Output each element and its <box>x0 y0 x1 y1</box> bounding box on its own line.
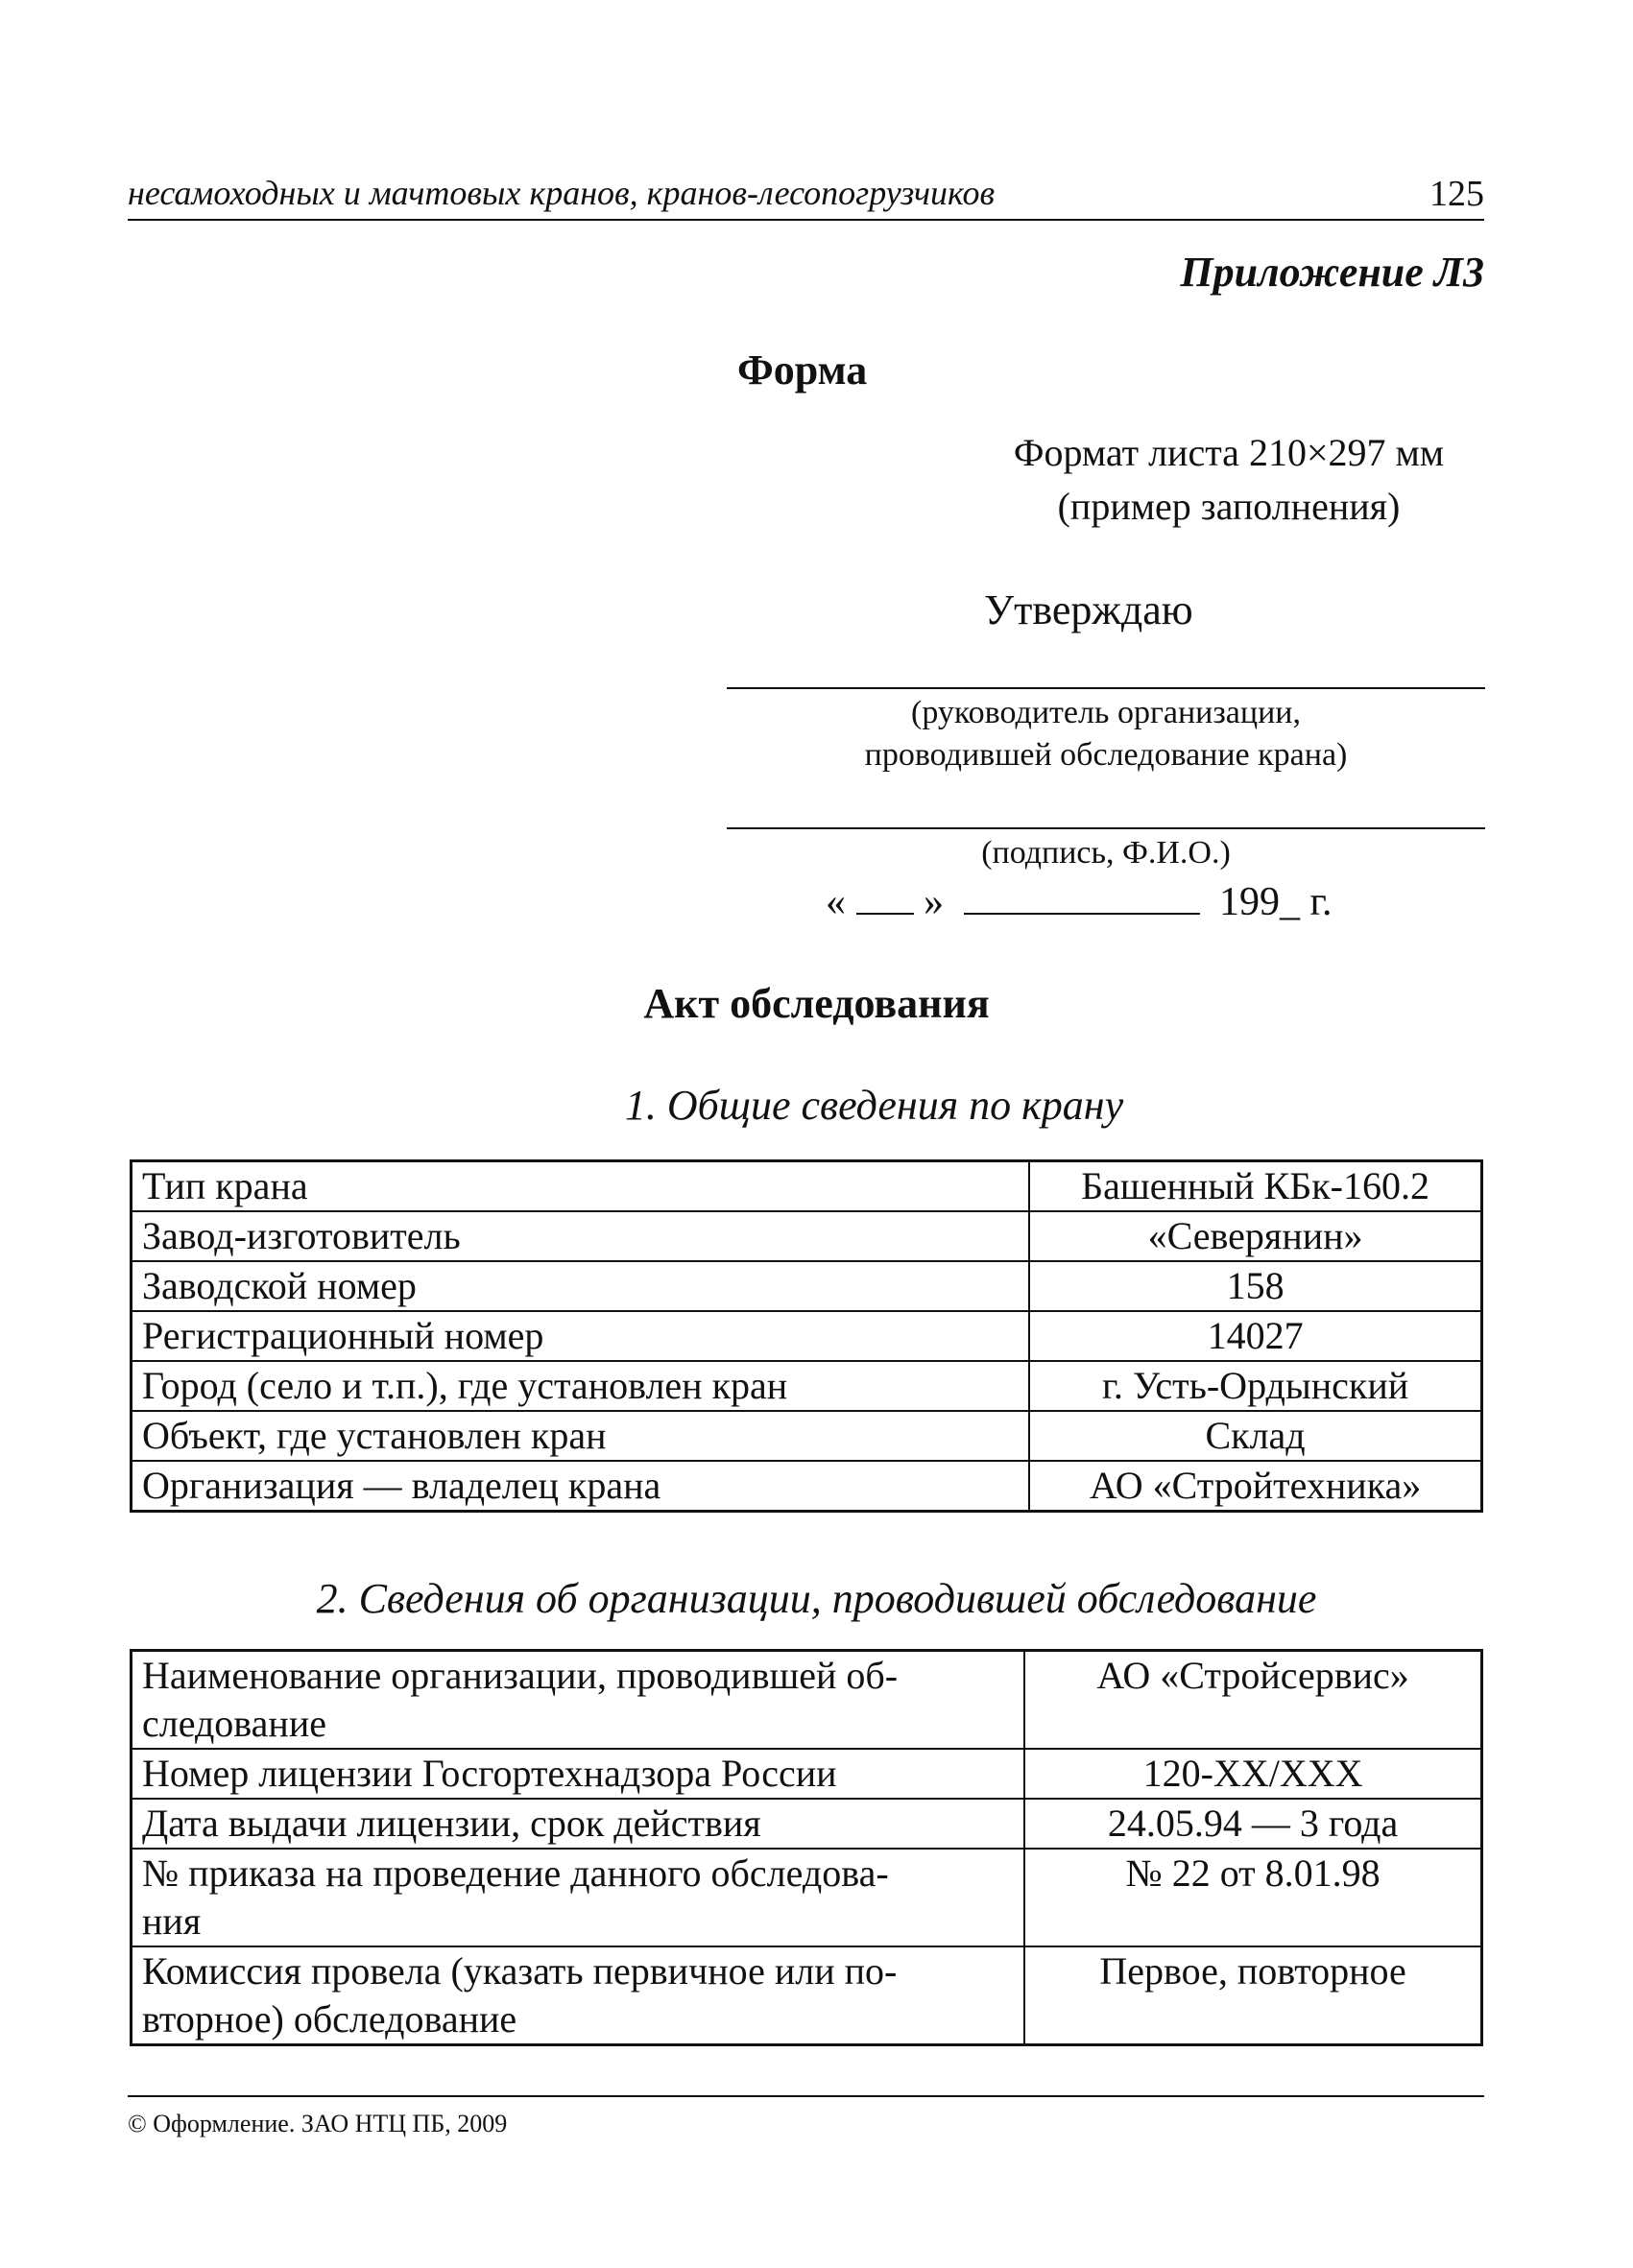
section1-title: 1. Общие сведения по крану <box>624 1082 1124 1129</box>
running-title: несамоходных и мачтовых кранов, кранов-лесопогрузчиков <box>128 174 996 212</box>
table-row <box>132 1849 1482 1946</box>
organization-info-table <box>130 1649 1483 2046</box>
table-row <box>132 1161 1482 1212</box>
row-label-line: вторное) обследование <box>142 1997 517 2041</box>
approver-caption-2: проводившей обследование крана) <box>864 737 1348 773</box>
row-label <box>132 1849 1025 1946</box>
row-label-line: ния <box>142 1899 202 1943</box>
row-label-line: Комиссия провела (указать первичное или по- <box>142 1949 898 1993</box>
row-label: Дата выдачи лицензии, срок действия <box>132 1799 1025 1849</box>
table-row <box>132 1311 1482 1361</box>
row-label: Объект, где установлен кран <box>132 1411 1030 1461</box>
row-label <box>132 1651 1025 1750</box>
row-value: 24.05.94 — 3 года <box>1024 1799 1481 1849</box>
row-value: АО «Стройсервис» <box>1024 1651 1481 1750</box>
day-blank <box>856 884 914 915</box>
row-label: Организация — владелец крана <box>132 1461 1030 1512</box>
table-row <box>132 1749 1482 1799</box>
row-label: Город (село и т.п.), где установлен кран <box>132 1361 1030 1411</box>
table-row <box>132 1411 1482 1461</box>
page-number: 125 <box>1429 174 1484 214</box>
row-value: № 22 от 8.01.98 <box>1024 1849 1481 1946</box>
row-label: Завод-изготовитель <box>132 1211 1030 1261</box>
row-value: 120-XX/XXX <box>1024 1749 1481 1799</box>
table-row <box>132 1946 1482 2045</box>
date-year: 199_ г. <box>1219 880 1333 924</box>
row-value: Первое, повторное <box>1024 1946 1481 2045</box>
approve-label: Утверждаю <box>984 586 1193 633</box>
row-value: Башенный КБк-160.2 <box>1029 1161 1481 1212</box>
row-value: 14027 <box>1029 1311 1481 1361</box>
signature-line <box>727 827 1485 829</box>
format-line-2: (пример заполнения) <box>1057 485 1401 528</box>
row-value: 158 <box>1029 1261 1481 1311</box>
footer-divider <box>128 2095 1484 2097</box>
format-line-1: Формат листа 210×297 мм <box>1013 431 1445 474</box>
row-label-line: следование <box>142 1702 326 1745</box>
appendix-label: Приложение Л3 <box>1180 249 1484 296</box>
running-header <box>128 173 1484 221</box>
crane-info-table <box>130 1159 1483 1513</box>
form-title: Форма <box>737 346 868 394</box>
act-title: Акт обследования <box>643 980 990 1027</box>
table-row <box>132 1361 1482 1411</box>
table-row <box>132 1261 1482 1311</box>
row-label-line: Наименование организации, проводившей об- <box>142 1654 899 1697</box>
approver-title-line <box>727 687 1485 689</box>
table-row <box>132 1211 1482 1261</box>
row-value: АО «Стройтехника» <box>1029 1461 1481 1512</box>
approval-date <box>826 879 1402 925</box>
row-label <box>132 1946 1025 2045</box>
section2-title: 2. Сведения об организации, проводившей обследование <box>316 1575 1317 1622</box>
row-label: Заводской номер <box>132 1261 1030 1311</box>
row-label-line: № приказа на проведение данного обследова- <box>142 1851 889 1895</box>
row-label: Регистрационный номер <box>132 1311 1030 1361</box>
row-value: г. Усть-Ордынский <box>1029 1361 1481 1411</box>
row-label: Тип крана <box>132 1161 1030 1212</box>
table-row <box>132 1799 1482 1849</box>
approver-caption-1: (руководитель организации, <box>911 695 1301 730</box>
copyright-footer: © Оформление. ЗАО НТЦ ПБ, 2009 <box>128 2110 508 2137</box>
row-value: «Северянин» <box>1029 1211 1481 1261</box>
month-blank <box>964 884 1200 915</box>
table-row <box>132 1651 1482 1750</box>
table-row <box>132 1461 1482 1512</box>
date-open-quote: « <box>826 880 846 924</box>
row-value: Склад <box>1029 1411 1481 1461</box>
signature-caption: (подпись, Ф.И.О.) <box>981 835 1231 871</box>
row-label: Номер лицензии Госгортехнадзора России <box>132 1749 1025 1799</box>
date-close-quote: » <box>924 880 944 924</box>
